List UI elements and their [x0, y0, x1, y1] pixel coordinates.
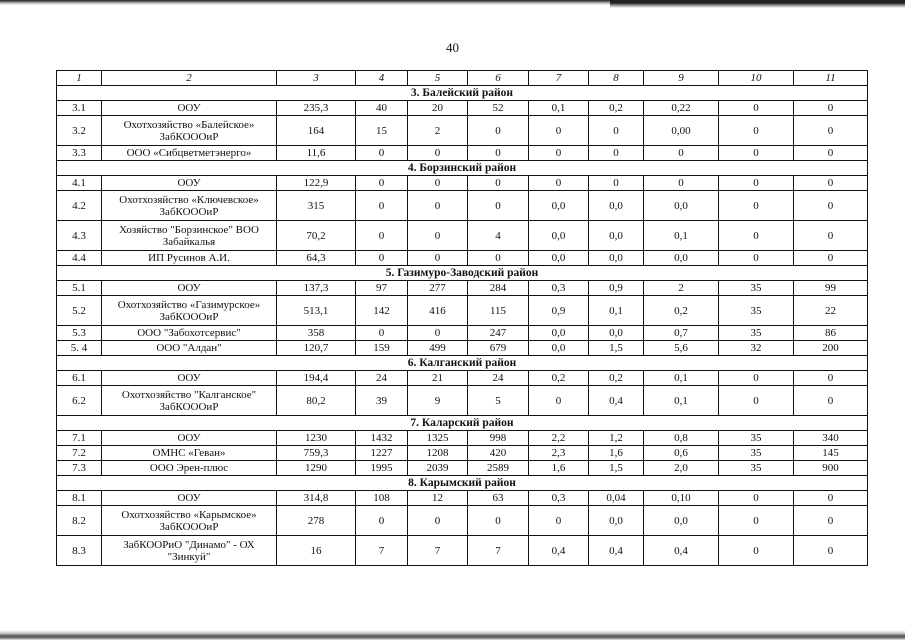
table-cell: 86	[794, 326, 868, 341]
table-row	[57, 371, 868, 386]
table-cell: 0	[356, 506, 408, 536]
district-title: 3. Балейский район	[57, 86, 868, 101]
table-cell: 9	[408, 386, 468, 416]
organization-name: ООУ	[102, 431, 277, 446]
row-number: 7.1	[57, 431, 102, 446]
district-title: 6. Калганский район	[57, 356, 868, 371]
table-cell: 0,4	[589, 386, 644, 416]
organization-name: ООУ	[102, 371, 277, 386]
table-cell: 0	[356, 146, 408, 161]
table-cell: 15	[356, 116, 408, 146]
table-row	[57, 296, 868, 326]
table-cell: 0	[719, 251, 794, 266]
table-cell: 0	[589, 176, 644, 191]
row-number: 5.1	[57, 281, 102, 296]
table-cell: 7	[468, 536, 529, 566]
table-cell: 277	[408, 281, 468, 296]
table-row	[57, 491, 868, 506]
row-number: 8.3	[57, 536, 102, 566]
organization-name: ООО "Алдан"	[102, 341, 277, 356]
table-cell: 0	[356, 176, 408, 191]
table-cell: 97	[356, 281, 408, 296]
table-cell: 0,2	[529, 371, 589, 386]
table-cell: 679	[468, 341, 529, 356]
organization-name: ООО «Сибцветметэнерго»	[102, 146, 277, 161]
table-cell: 64,3	[277, 251, 356, 266]
table-row	[57, 251, 868, 266]
organization-name: ООО "Забохотсервис"	[102, 326, 277, 341]
table-cell: 416	[408, 296, 468, 326]
table-row	[57, 221, 868, 251]
table-cell: 0,22	[644, 101, 719, 116]
table-cell: 0	[719, 221, 794, 251]
table-row	[57, 536, 868, 566]
table-cell: 759,3	[277, 446, 356, 461]
table-cell: 12	[408, 491, 468, 506]
table-cell: 0,0	[589, 506, 644, 536]
table-cell: 0	[356, 191, 408, 221]
table-cell: 0	[356, 221, 408, 251]
district-section-row	[57, 476, 868, 491]
table-cell: 0	[468, 116, 529, 146]
table-cell: 0,9	[589, 281, 644, 296]
table-cell: 1290	[277, 461, 356, 476]
column-header: 8	[589, 71, 644, 86]
table-cell: 358	[277, 326, 356, 341]
table-cell: 35	[719, 281, 794, 296]
table-cell: 235,3	[277, 101, 356, 116]
table-cell: 0,2	[644, 296, 719, 326]
row-number: 4.1	[57, 176, 102, 191]
table-cell: 39	[356, 386, 408, 416]
row-number: 3.1	[57, 101, 102, 116]
table-row	[57, 446, 868, 461]
row-number: 6.2	[57, 386, 102, 416]
column-header-row	[57, 71, 868, 86]
district-section-row	[57, 86, 868, 101]
table-cell: 1230	[277, 431, 356, 446]
table-cell: 1,2	[589, 431, 644, 446]
table-row	[57, 116, 868, 146]
column-header: 11	[794, 71, 868, 86]
table-cell: 0	[408, 251, 468, 266]
table-cell: 22	[794, 296, 868, 326]
column-header: 9	[644, 71, 719, 86]
row-number: 8.2	[57, 506, 102, 536]
table-cell: 0	[408, 191, 468, 221]
page-number: 40	[446, 40, 459, 55]
table-cell: 63	[468, 491, 529, 506]
table-cell: 499	[408, 341, 468, 356]
table-row	[57, 506, 868, 536]
table-cell: 7	[356, 536, 408, 566]
table-row	[57, 101, 868, 116]
district-section-row	[57, 161, 868, 176]
table-row	[57, 191, 868, 221]
table-cell: 0,4	[529, 536, 589, 566]
table-cell: 108	[356, 491, 408, 506]
table-cell: 1432	[356, 431, 408, 446]
table-cell: 0	[589, 116, 644, 146]
table-cell: 0	[794, 221, 868, 251]
table-cell: 35	[719, 296, 794, 326]
organization-name: ООО Эрен-плюс	[102, 461, 277, 476]
row-number: 7.2	[57, 446, 102, 461]
table-cell: 0,0	[589, 251, 644, 266]
table-cell: 0	[719, 176, 794, 191]
table-row	[57, 146, 868, 161]
table-cell: 0,0	[589, 326, 644, 341]
table-cell: 0	[589, 146, 644, 161]
table-body	[57, 71, 868, 566]
organization-name: Охотхозяйство "Калганское" ЗабКОООиР	[102, 386, 277, 416]
table-cell: 0,1	[644, 371, 719, 386]
table-cell: 5	[468, 386, 529, 416]
table-row	[57, 176, 868, 191]
column-header: 4	[356, 71, 408, 86]
table-cell: 420	[468, 446, 529, 461]
row-number: 7.3	[57, 461, 102, 476]
table-cell: 4	[468, 221, 529, 251]
organization-name: Охотхозяйство «Карымское» ЗабКОООиР	[102, 506, 277, 536]
organization-name: Охотхозяйство «Газимурское» ЗабКОООиР	[102, 296, 277, 326]
organization-name: ИП Русинов А.И.	[102, 251, 277, 266]
table-cell: 35	[719, 446, 794, 461]
table-cell: 2	[408, 116, 468, 146]
organization-name: Охотхозяйство «Ключевское» ЗабКОООиР	[102, 191, 277, 221]
table-cell: 0	[356, 326, 408, 341]
table-cell: 0	[794, 371, 868, 386]
table-cell: 16	[277, 536, 356, 566]
organization-name: ОМНС «Геван»	[102, 446, 277, 461]
district-section-row	[57, 416, 868, 431]
table-cell: 0,2	[589, 101, 644, 116]
table-cell: 278	[277, 506, 356, 536]
data-table	[56, 70, 868, 566]
table-row	[57, 431, 868, 446]
table-cell: 0,0	[529, 221, 589, 251]
table-cell: 194,4	[277, 371, 356, 386]
table-cell: 0,0	[644, 251, 719, 266]
table-cell: 0,7	[644, 326, 719, 341]
district-title: 5. Газимуро-Заводский район	[57, 266, 868, 281]
table-cell: 2,2	[529, 431, 589, 446]
table-cell: 1,6	[589, 446, 644, 461]
table-cell: 0,0	[529, 326, 589, 341]
table-cell: 0	[719, 506, 794, 536]
table-cell: 0,1	[589, 296, 644, 326]
table-cell: 0	[794, 491, 868, 506]
column-header: 3	[277, 71, 356, 86]
organization-name: ООУ	[102, 491, 277, 506]
table-cell: 20	[408, 101, 468, 116]
table-cell: 0	[719, 101, 794, 116]
table-cell: 1208	[408, 446, 468, 461]
table-cell: 1,5	[589, 341, 644, 356]
row-number: 3.2	[57, 116, 102, 146]
table-cell: 99	[794, 281, 868, 296]
table-cell: 0	[468, 176, 529, 191]
table-cell: 0,3	[529, 281, 589, 296]
row-number: 4.2	[57, 191, 102, 221]
table-cell: 0	[408, 146, 468, 161]
table-cell: 0	[529, 506, 589, 536]
table-cell: 900	[794, 461, 868, 476]
table-cell: 142	[356, 296, 408, 326]
table-cell: 40	[356, 101, 408, 116]
table-cell: 1,5	[589, 461, 644, 476]
column-header: 10	[719, 71, 794, 86]
table-row	[57, 341, 868, 356]
organization-name: Охотхозяйство «Балейское» ЗабКОООиР	[102, 116, 277, 146]
table-cell: 80,2	[277, 386, 356, 416]
table-cell: 340	[794, 431, 868, 446]
organization-name: Хозяйство "Борзинское" ВОО Забайкалья	[102, 221, 277, 251]
table-cell: 1,6	[529, 461, 589, 476]
table-cell: 11,6	[277, 146, 356, 161]
table-cell: 115	[468, 296, 529, 326]
row-number: 5. 4	[57, 341, 102, 356]
scan-bottom-edge	[0, 630, 905, 640]
table-cell: 0,1	[644, 386, 719, 416]
organization-name: ООУ	[102, 176, 277, 191]
table-cell: 513,1	[277, 296, 356, 326]
table-row	[57, 386, 868, 416]
table-cell: 0	[794, 101, 868, 116]
row-number: 5.3	[57, 326, 102, 341]
table-cell: 0,0	[589, 221, 644, 251]
table-cell: 0	[644, 176, 719, 191]
table-cell: 0	[468, 251, 529, 266]
column-header: 6	[468, 71, 529, 86]
table-cell: 2589	[468, 461, 529, 476]
table-cell: 145	[794, 446, 868, 461]
table-cell: 0	[408, 326, 468, 341]
district-section-row	[57, 266, 868, 281]
table-cell: 0,10	[644, 491, 719, 506]
table-cell: 0	[529, 146, 589, 161]
table-cell: 200	[794, 341, 868, 356]
table-cell: 21	[408, 371, 468, 386]
table-cell: 35	[719, 431, 794, 446]
table-cell: 0	[794, 536, 868, 566]
table-cell: 0	[468, 191, 529, 221]
row-number: 4.3	[57, 221, 102, 251]
table-cell: 0,0	[644, 506, 719, 536]
table-cell: 24	[468, 371, 529, 386]
table-cell: 0	[794, 146, 868, 161]
table-cell: 0,0	[529, 191, 589, 221]
table-cell: 0,1	[644, 221, 719, 251]
column-header: 1	[57, 71, 102, 86]
table-cell: 0	[794, 386, 868, 416]
table-cell: 0,00	[644, 116, 719, 146]
table-cell: 0	[408, 176, 468, 191]
organization-name: ЗабКООРиО "Динамо" - ОХ "Зинкуй"	[102, 536, 277, 566]
table-cell: 159	[356, 341, 408, 356]
table-cell: 2,3	[529, 446, 589, 461]
table-row	[57, 326, 868, 341]
table-row	[57, 281, 868, 296]
table-cell: 35	[719, 461, 794, 476]
scan-top-edge-dark	[610, 0, 905, 8]
table-cell: 0	[468, 506, 529, 536]
organization-name: ООУ	[102, 101, 277, 116]
table-cell: 1227	[356, 446, 408, 461]
district-title: 7. Каларский район	[57, 416, 868, 431]
table-cell: 314,8	[277, 491, 356, 506]
table-cell: 70,2	[277, 221, 356, 251]
table-cell: 0	[719, 371, 794, 386]
table-cell: 0,0	[644, 191, 719, 221]
row-number: 4.4	[57, 251, 102, 266]
table-cell: 0	[529, 386, 589, 416]
table-cell: 137,3	[277, 281, 356, 296]
table-cell: 0	[408, 506, 468, 536]
table-cell: 164	[277, 116, 356, 146]
table-cell: 0,8	[644, 431, 719, 446]
table-cell: 0	[794, 251, 868, 266]
table-cell: 0	[794, 176, 868, 191]
table-cell: 1995	[356, 461, 408, 476]
table-cell: 0,6	[644, 446, 719, 461]
table-cell: 0	[719, 191, 794, 221]
table-cell: 0	[468, 146, 529, 161]
table-cell: 0	[719, 116, 794, 146]
table-cell: 0,0	[529, 341, 589, 356]
column-header: 7	[529, 71, 589, 86]
table-cell: 284	[468, 281, 529, 296]
table-cell: 0,04	[589, 491, 644, 506]
row-number: 5.2	[57, 296, 102, 326]
table-cell: 0	[356, 251, 408, 266]
table-cell: 0	[719, 491, 794, 506]
table-cell: 1325	[408, 431, 468, 446]
table-cell: 247	[468, 326, 529, 341]
table-row	[57, 461, 868, 476]
table-cell: 0,9	[529, 296, 589, 326]
row-number: 6.1	[57, 371, 102, 386]
table-cell: 0	[529, 176, 589, 191]
table-cell: 0,0	[529, 251, 589, 266]
table-cell: 5,6	[644, 341, 719, 356]
table-cell: 7	[408, 536, 468, 566]
district-title: 8. Карымский район	[57, 476, 868, 491]
table-cell: 2039	[408, 461, 468, 476]
table-cell: 0	[529, 116, 589, 146]
table-cell: 0	[719, 146, 794, 161]
table-cell: 2	[644, 281, 719, 296]
row-number: 3.3	[57, 146, 102, 161]
table-cell: 2,0	[644, 461, 719, 476]
table-cell: 0,3	[529, 491, 589, 506]
table-cell: 0,4	[589, 536, 644, 566]
organization-name: ООУ	[102, 281, 277, 296]
table-cell: 0,2	[589, 371, 644, 386]
column-header: 2	[102, 71, 277, 86]
table-cell: 24	[356, 371, 408, 386]
table-cell: 35	[719, 326, 794, 341]
row-number: 8.1	[57, 491, 102, 506]
table-cell: 0	[794, 506, 868, 536]
table-cell: 120,7	[277, 341, 356, 356]
table-cell: 0	[794, 191, 868, 221]
table-cell: 315	[277, 191, 356, 221]
table-cell: 122,9	[277, 176, 356, 191]
column-header: 5	[408, 71, 468, 86]
table-cell: 0	[644, 146, 719, 161]
table-cell: 998	[468, 431, 529, 446]
table-cell: 0	[794, 116, 868, 146]
table-cell: 0	[719, 536, 794, 566]
table-cell: 0,1	[529, 101, 589, 116]
table-cell: 0	[719, 386, 794, 416]
table-cell: 0,4	[644, 536, 719, 566]
district-section-row	[57, 356, 868, 371]
table-cell: 0,0	[589, 191, 644, 221]
table-cell: 52	[468, 101, 529, 116]
table-cell: 0	[408, 221, 468, 251]
district-title: 4. Борзинский район	[57, 161, 868, 176]
table-cell: 32	[719, 341, 794, 356]
